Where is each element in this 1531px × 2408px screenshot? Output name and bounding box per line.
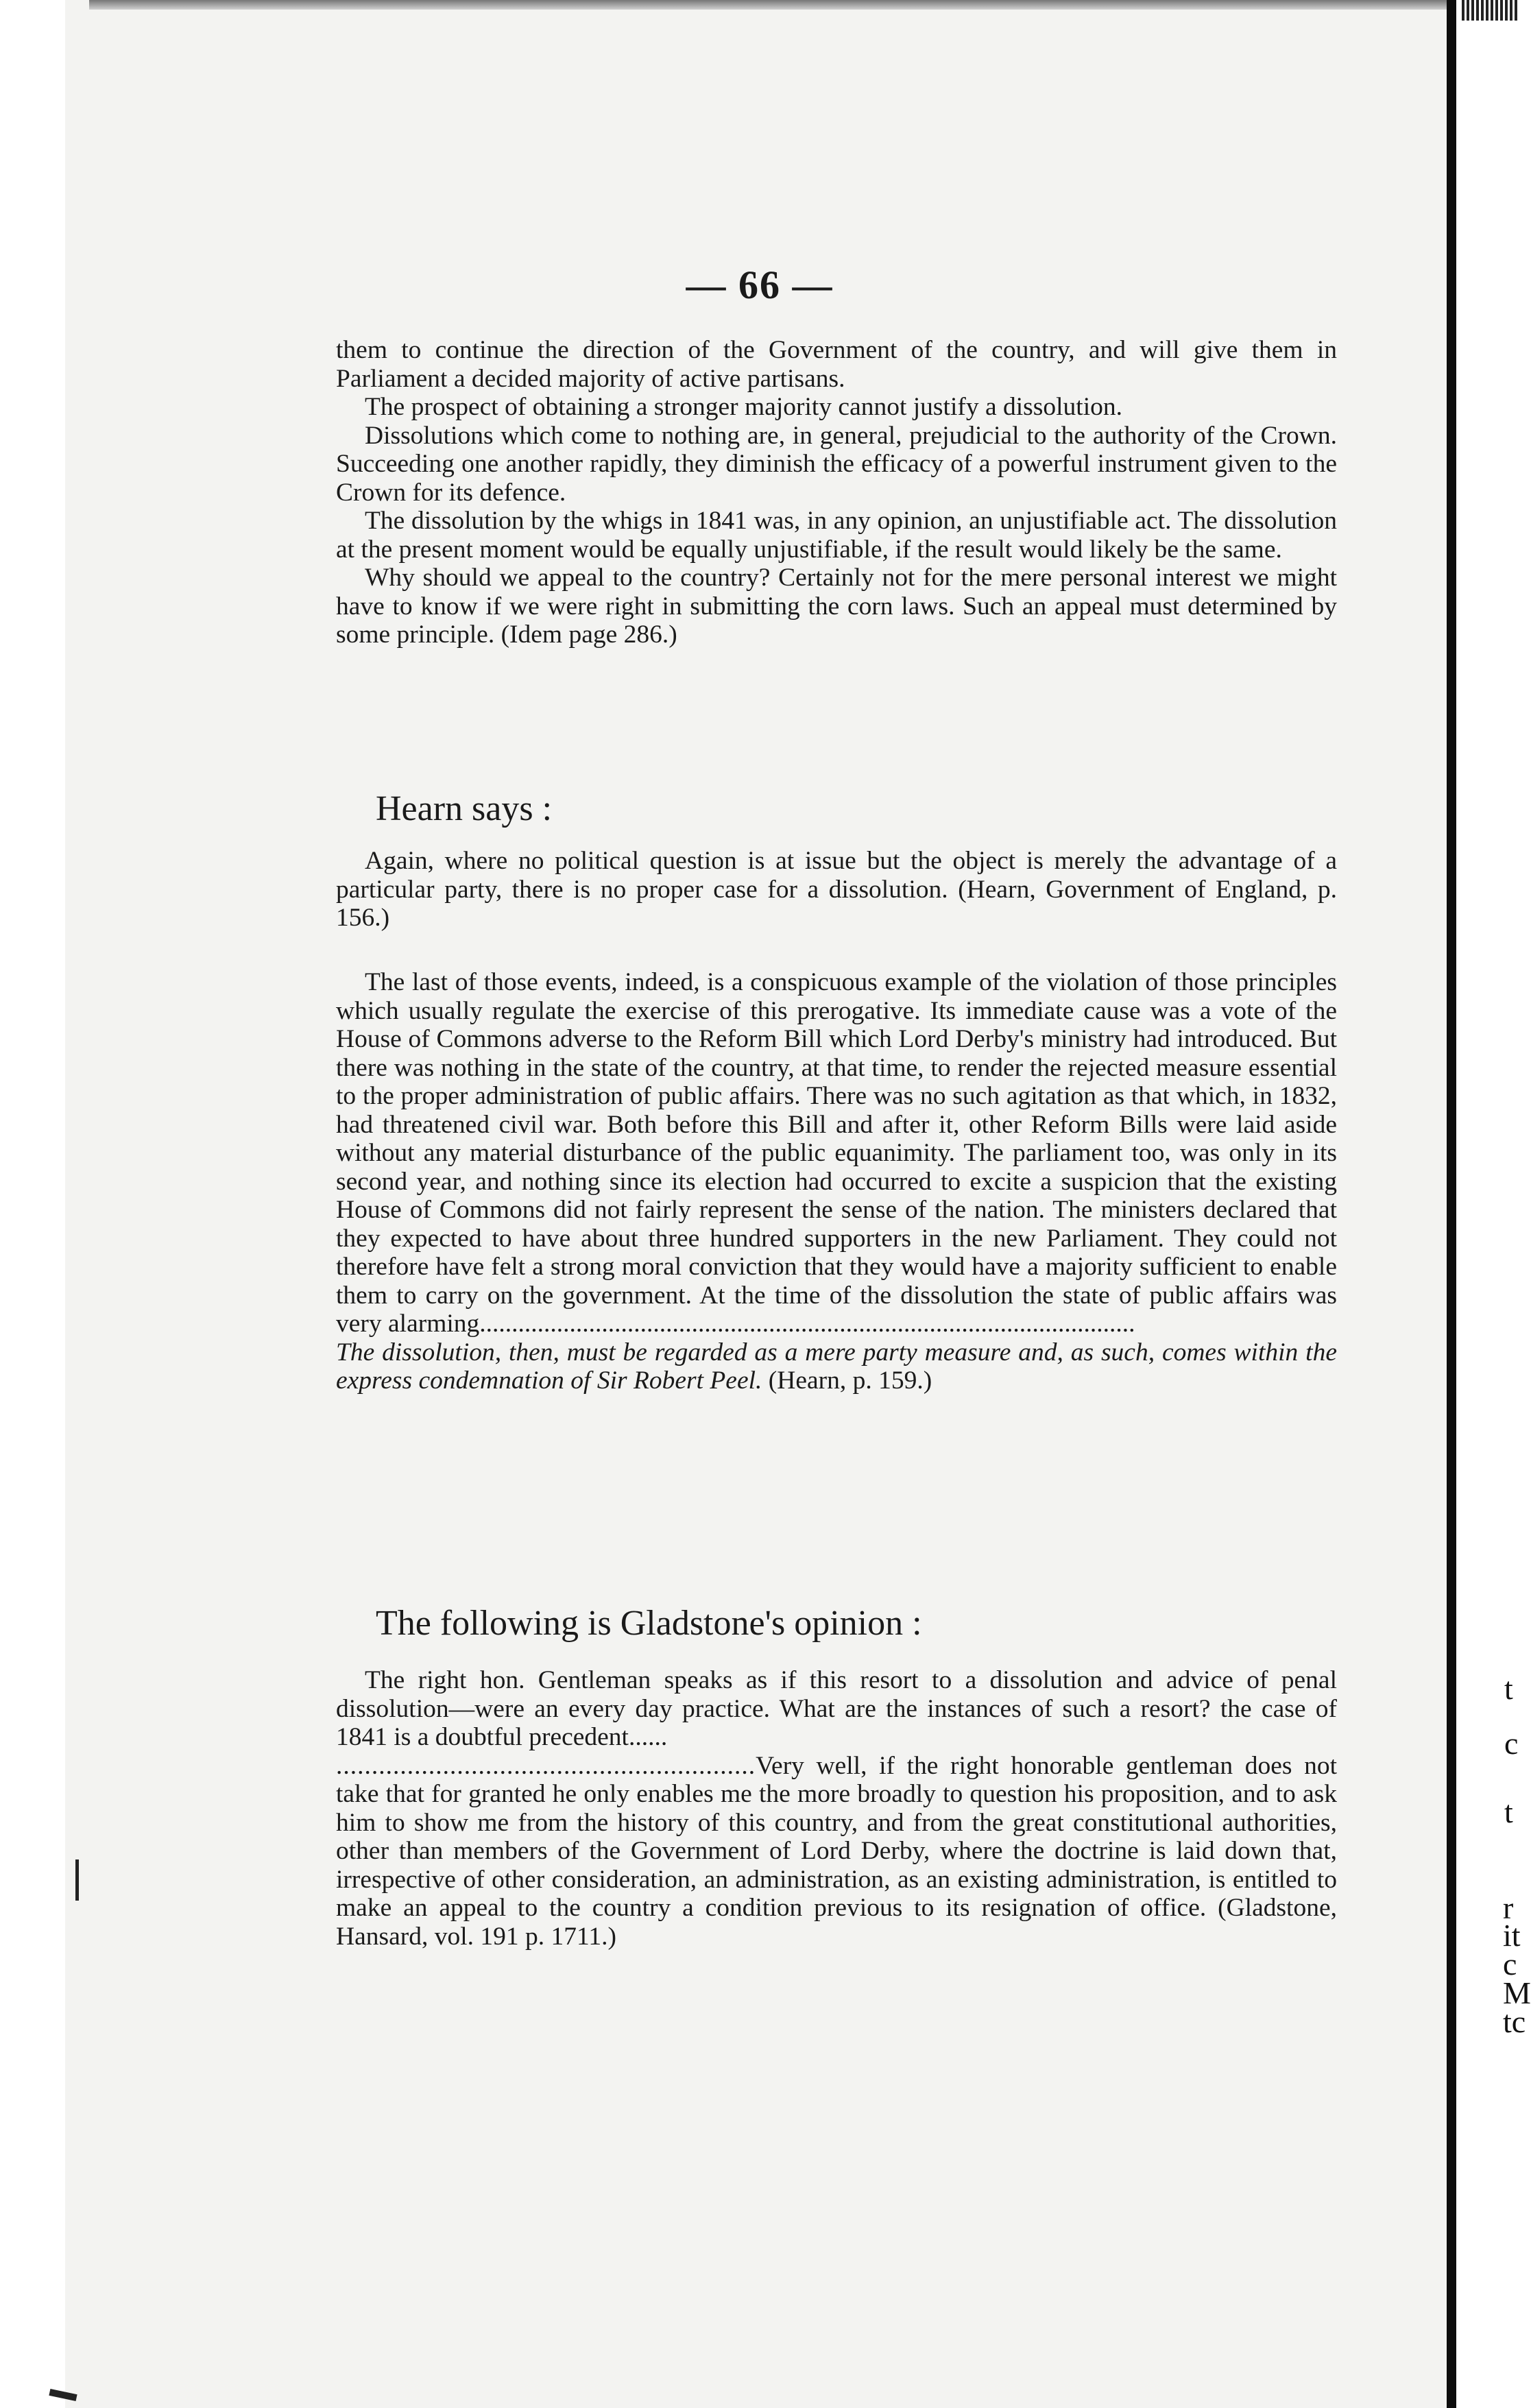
- fragment-glyph: M: [1503, 1975, 1531, 2010]
- paragraph: The right hon. Gentleman speaks as if this resort to a dissolution and advice of penal dissolution—were an every day practice. What are the instances of such a resort? the case of 1841 is a doubtful precedent......: [336, 1666, 1337, 1751]
- citation: (Hearn, p. 159.): [762, 1366, 932, 1395]
- fragment-glyph: tc: [1503, 2004, 1526, 2039]
- hearn-quote-1: [336, 847, 1337, 932]
- paragraph: them to continue the direction of the Government of the country, and will give them in Parliament a decided majority of active partisans.: [336, 336, 1337, 393]
- heading-gladstone: The following is Gladstone's opinion :: [376, 1604, 922, 1643]
- ellipsis-dots: ...........................................................: [336, 1751, 756, 1780]
- fragment-glyph: c: [1504, 1726, 1519, 1761]
- paragraph: [336, 1338, 1337, 1395]
- top-border: [89, 0, 1467, 10]
- page-number: — 66 —: [686, 263, 834, 307]
- italic-passage: The dissolution, then, must be regarded as a mere party measure and, as such, comes within the express condemnation of Sir Robert Peel.: [336, 1338, 1337, 1395]
- paragraph-continuation: Very well, if the right honorable gentleman does not take that for granted he only enables me the more broadly to question his proposition, and to ask him to show me from the history of this country, and from the great constitutional authorities, other than members of the Government of Lord Derby, where the doctrine is laid down that, irrespective of other consideration, an administration, as an existing administration, is entitled to make an appeal to the country a condition previous to its resignation of office. (Gladstone, Hansard, vol. 191 p. 1711.): [336, 1751, 1337, 1951]
- fragment-glyph: c: [1503, 1947, 1517, 1982]
- paragraph: The last of those events, indeed, is a conspicuous example of the violation of those principles which usually regulate the exercise of this prerogative. Its immediate cause was a vote of the House of Commons adverse to the Reform Bill which Lord Derby's ministry had introduced. But there was nothing in the state of the country, at that time, to render the rejected measure essential to the proper administration of public affairs. There was no such agitation as that which, in 1832, had threatened civil war. Both before this Bill and after it, other Reform Bills were laid aside without any material disturbance of the public equanimity. The parliament too, was only in its second year, and nothing since its election had occurred to excite a suspicion that the existing House of Commons did not fairly represent the sense of the nation. The ministers declared that they expected to have about three hundred supporters in the new Parliament. They could not therefore have felt a strong moral conviction that they would have a majority sufficient to enable them to carry on the government. At the time of the dissolution the state of public affairs was very alarming......................................................................................................: [336, 968, 1337, 1338]
- section-peel-quote: [336, 336, 1337, 649]
- paragraph: [336, 1752, 1337, 1951]
- paragraph: Again, where no political question is at issue but the object is merely the advantage of a particular party, there is no proper case for a dissolution. (Hearn, Government of England, p. 156.): [336, 847, 1337, 932]
- paragraph: Why should we appeal to the country? Certainly not for the mere personal interest we might have to know if we were right in submitting the corn laws. Such an appeal must determined by some principle. (Idem page 286.): [336, 564, 1337, 649]
- paragraph: The dissolution by the whigs in 1841 was, in any opinion, an unjustifiable act. The dissolution at the present moment would be equally unjustifiable, if the result would likely be the same.: [336, 507, 1337, 564]
- adjacent-page-edge: [1456, 0, 1531, 2408]
- fragment-glyph: t: [1504, 1671, 1513, 1706]
- margin-mark: [75, 1859, 79, 1901]
- paragraph: The prospect of obtaining a stronger majority cannot justify a dissolution.: [365, 393, 1122, 421]
- fragment-glyph: t: [1504, 1794, 1513, 1829]
- page-gutter: [1447, 0, 1456, 2408]
- adjacent-page-top-edge: [1462, 0, 1519, 21]
- gladstone-quote: [336, 1666, 1337, 1951]
- fragment-glyph: it: [1503, 1918, 1521, 1953]
- heading-hearn: Hearn says :: [376, 789, 553, 828]
- fragment-glyph: r: [1503, 1890, 1514, 1925]
- hearn-quote-2: [336, 968, 1337, 1395]
- paragraph: Dissolutions which come to nothing are, in general, prejudicial to the authority of the Crown. Succeeding one another rapidly, they diminish the efficacy of a powerful instrument given to the Crown for its defence.: [336, 421, 1337, 507]
